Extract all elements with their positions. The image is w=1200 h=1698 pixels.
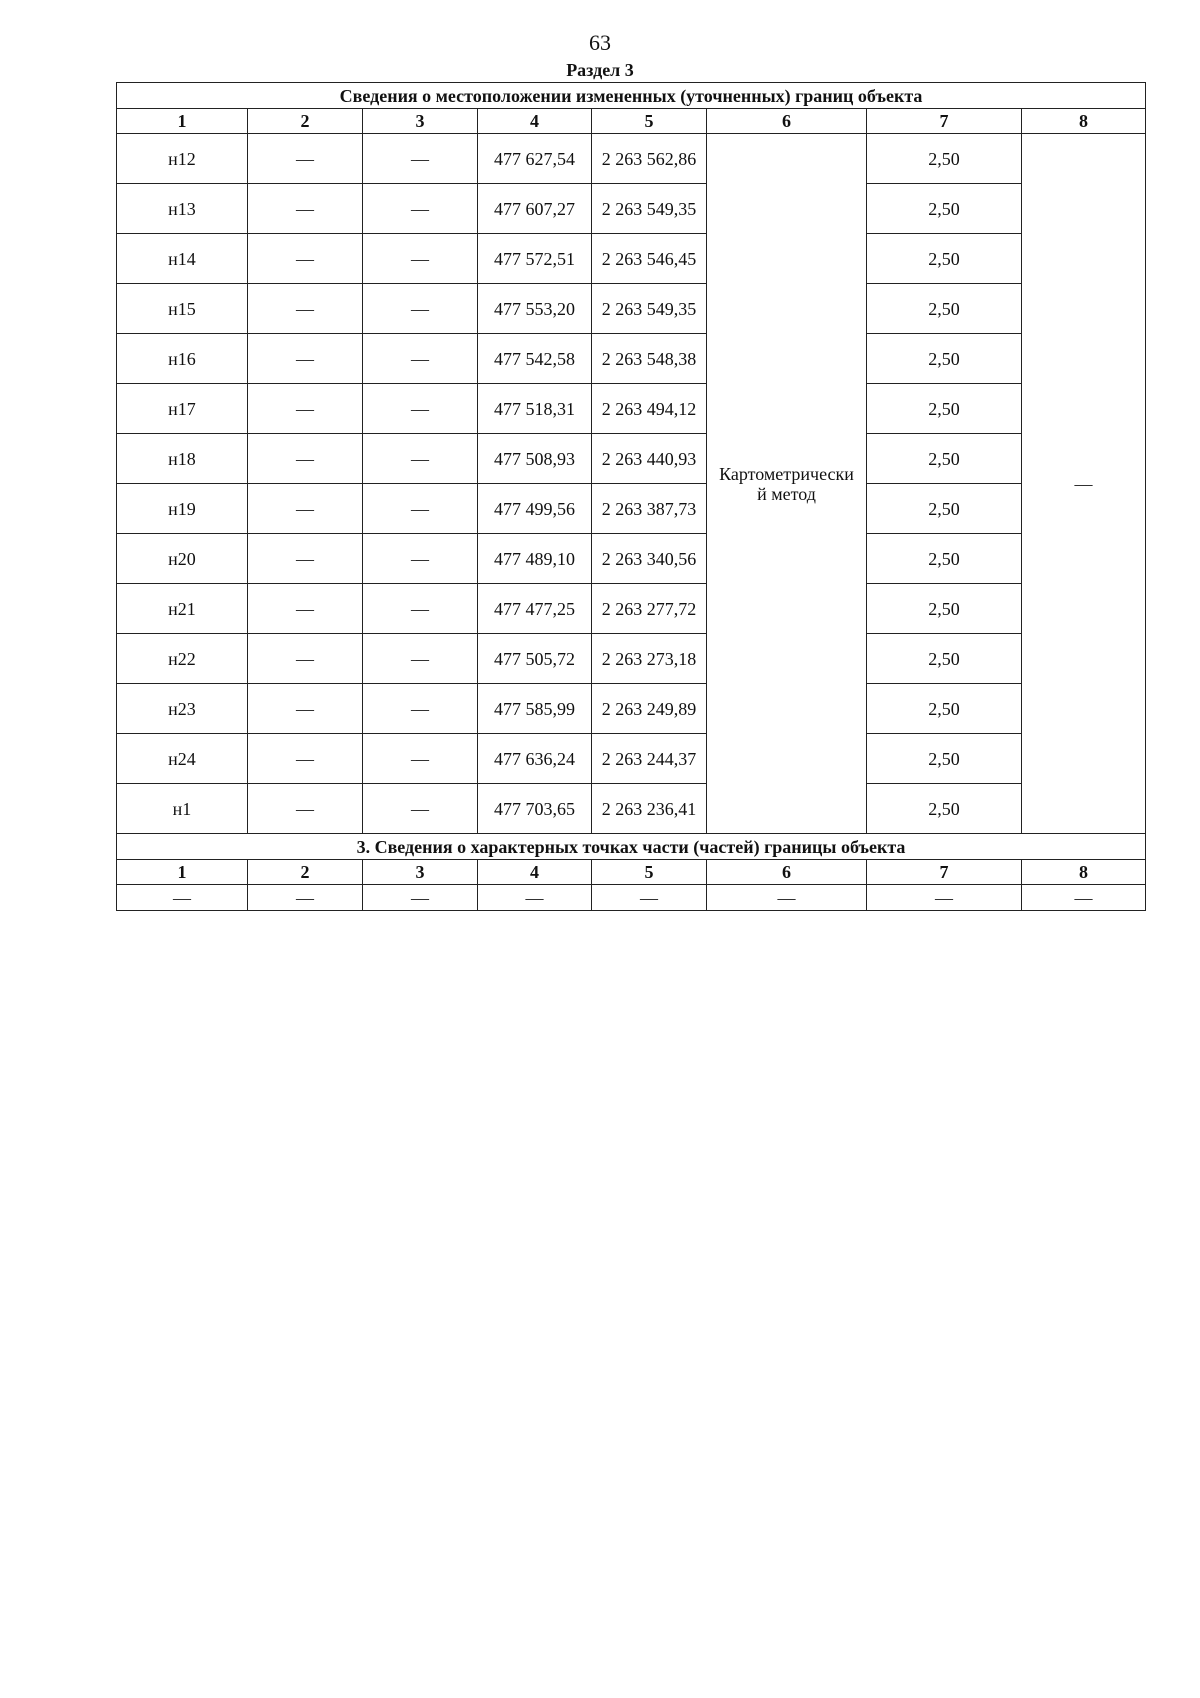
col3-value: — [363,234,478,284]
precision-value: 2,50 [867,184,1022,234]
empty-value: — [363,885,478,911]
coordinate-y: 2 263 273,18 [592,634,707,684]
precision-value: 2,50 [867,384,1022,434]
point-name: н1 [117,784,248,834]
precision-value: 2,50 [867,334,1022,384]
coordinate-y: 2 263 549,35 [592,184,707,234]
table-row [117,284,1146,334]
empty-value: — [1022,885,1146,911]
col3-value: — [363,284,478,334]
col3-value: — [363,784,478,834]
point-name: н21 [117,584,248,634]
coordinate-x: 477 489,10 [478,534,592,584]
column-number: 7 [867,109,1022,134]
col2-value: — [248,234,363,284]
coordinate-x: 477 585,99 [478,684,592,734]
col3-value: — [363,334,478,384]
col2-value: — [248,584,363,634]
coordinate-y: 2 263 549,35 [592,284,707,334]
coordinate-y: 2 263 440,93 [592,434,707,484]
coordinate-y: 2 263 494,12 [592,384,707,434]
empty-value: — [867,885,1022,911]
col2-value: — [248,684,363,734]
section-title: Раздел 3 [566,60,634,80]
coordinate-x: 477 607,27 [478,184,592,234]
point-name: н23 [117,684,248,734]
table-row [117,684,1146,734]
point-name: н19 [117,484,248,534]
precision-value: 2,50 [867,284,1022,334]
col2-value: — [248,384,363,434]
empty-value: — [248,885,363,911]
precision-value: 2,50 [867,234,1022,284]
coordinate-y: 2 263 249,89 [592,684,707,734]
coordinate-x: 477 542,58 [478,334,592,384]
coordinate-y: 2 263 546,45 [592,234,707,284]
precision-value: 2,50 [867,534,1022,584]
table-row [117,784,1146,834]
precision-value: 2,50 [867,584,1022,634]
precision-value: 2,50 [867,784,1022,834]
coordinate-x: 477 572,51 [478,234,592,284]
column-number: 3 [363,860,478,885]
empty-value: — [592,885,707,911]
precision-value: 2,50 [867,134,1022,184]
column-number: 5 [592,109,707,134]
section3-caption: 3. Сведения о характерных точках части (частей) границы объекта [117,834,1146,860]
coordinate-x: 477 505,72 [478,634,592,684]
col3-value: — [363,134,478,184]
column-number: 6 [707,109,867,134]
col2-value: — [248,434,363,484]
column-number-row [117,109,1146,134]
col2-value: — [248,284,363,334]
table-row [117,184,1146,234]
precision-value: 2,50 [867,434,1022,484]
coordinate-x: 477 627,54 [478,134,592,184]
col3-value: — [363,384,478,434]
column-number: 4 [478,860,592,885]
coordinate-y: 2 263 277,72 [592,584,707,634]
coordinate-x: 477 499,56 [478,484,592,534]
point-name: н13 [117,184,248,234]
table-row [117,434,1146,484]
section3-caption-row [117,834,1146,860]
coordinate-y: 2 263 562,86 [592,134,707,184]
column-number: 4 [478,109,592,134]
table-row [117,634,1146,684]
col3-value: — [363,534,478,584]
precision-value: 2,50 [867,484,1022,534]
coordinate-x: 477 477,25 [478,584,592,634]
column-number: 6 [707,860,867,885]
table-row [117,584,1146,634]
col3-value: — [363,484,478,534]
column-number: 2 [248,860,363,885]
col3-value: — [363,584,478,634]
method-cell: Картометрически й метод [707,134,867,834]
empty-value: — [478,885,592,911]
coordinate-y: 2 263 340,56 [592,534,707,584]
page-number: 63 [589,30,611,55]
column-number: 1 [117,860,248,885]
coordinate-x: 477 518,31 [478,384,592,434]
coordinate-x: 477 508,93 [478,434,592,484]
coordinate-y: 2 263 244,37 [592,734,707,784]
precision-value: 2,50 [867,734,1022,784]
col3-value: — [363,684,478,734]
coordinate-y: 2 263 387,73 [592,484,707,534]
table-row [117,885,1146,911]
column-number: 8 [1022,109,1146,134]
point-name: н12 [117,134,248,184]
col2-value: — [248,134,363,184]
column-number-row [117,860,1146,885]
table-row [117,234,1146,284]
precision-value: 2,50 [867,684,1022,734]
col2-value: — [248,534,363,584]
col2-value: — [248,484,363,534]
col2-value: — [248,634,363,684]
col2-value: — [248,184,363,234]
table-row [117,484,1146,534]
point-name: н20 [117,534,248,584]
coordinate-x: 477 703,65 [478,784,592,834]
col3-value: — [363,734,478,784]
col2-value: — [248,334,363,384]
point-name: н18 [117,434,248,484]
table-row [117,384,1146,434]
column-number: 2 [248,109,363,134]
col8-value: — [1022,134,1146,834]
column-number: 5 [592,860,707,885]
point-name: н22 [117,634,248,684]
table-row [117,734,1146,784]
column-number: 7 [867,860,1022,885]
col2-value: — [248,734,363,784]
point-name: н17 [117,384,248,434]
empty-value: — [117,885,248,911]
point-name: н16 [117,334,248,384]
col2-value: — [248,784,363,834]
coordinate-y: 2 263 548,38 [592,334,707,384]
coordinate-y: 2 263 236,41 [592,784,707,834]
table-row [117,134,1146,184]
point-name: н14 [117,234,248,284]
col3-value: — [363,184,478,234]
table-row [117,534,1146,584]
col3-value: — [363,434,478,484]
coordinate-x: 477 553,20 [478,284,592,334]
column-number: 3 [363,109,478,134]
precision-value: 2,50 [867,634,1022,684]
column-number: 1 [117,109,248,134]
col3-value: — [363,634,478,684]
table-row [117,334,1146,384]
column-number: 8 [1022,860,1146,885]
point-name: н15 [117,284,248,334]
boundary-points-table [116,82,1146,911]
table-caption: Сведения о местоположении измененных (уточненных) границ объекта [117,83,1146,109]
point-name: н24 [117,734,248,784]
empty-value: — [707,885,867,911]
coordinate-x: 477 636,24 [478,734,592,784]
